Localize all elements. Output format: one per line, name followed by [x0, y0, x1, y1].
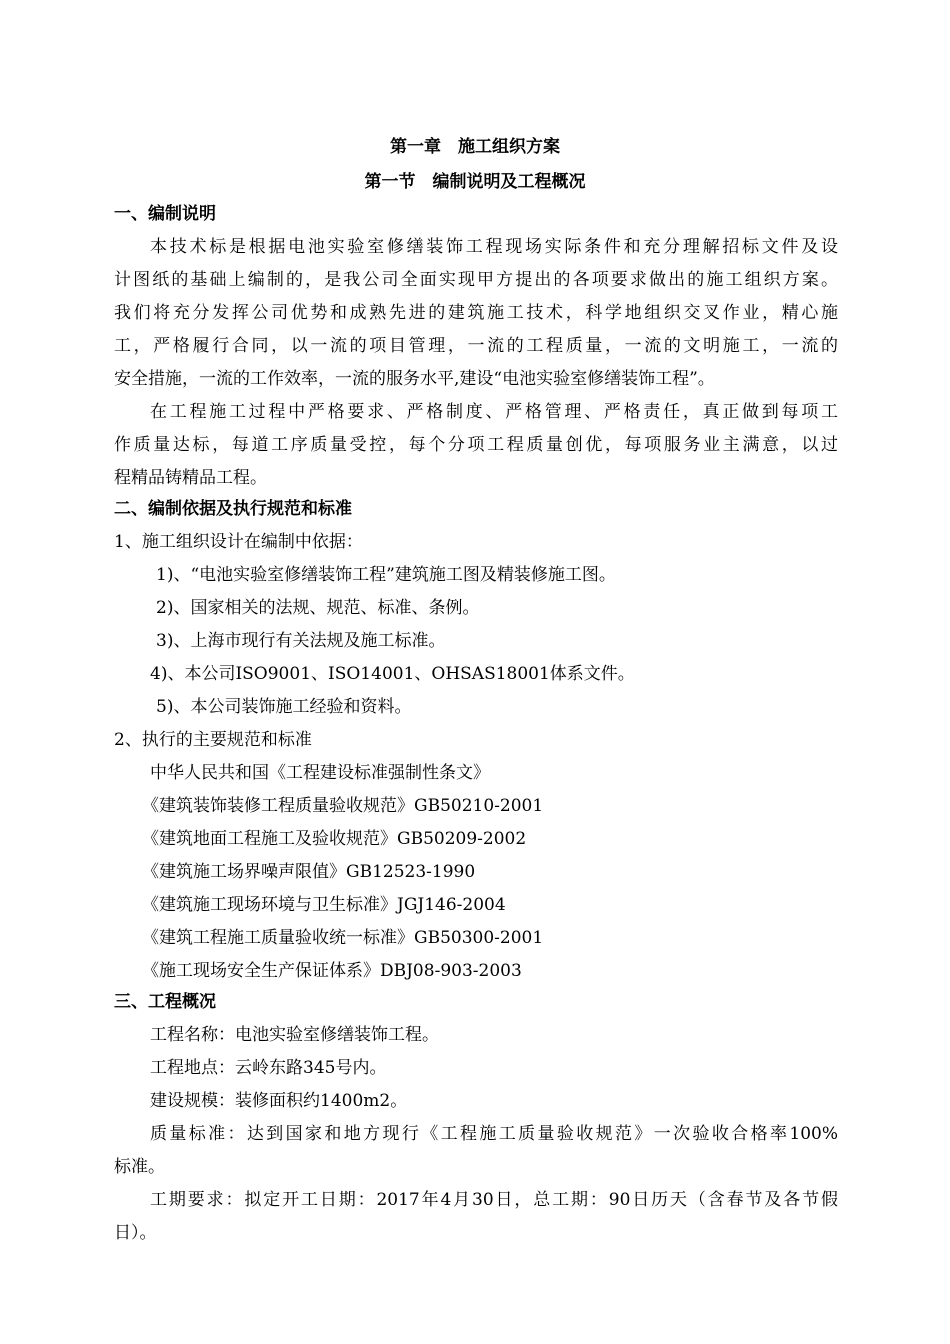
- schedule-requirement: 工期要求：拟定开工日期：2017年4月30日，总工期：90日历天（含春节及各节假: [150, 1190, 838, 1210]
- standard-item: 中华人民共和国《工程建设标准强制性条文》: [150, 763, 490, 783]
- project-scale: 建设规模：装修面积约1400m2。: [150, 1091, 408, 1111]
- paragraph-line: 我们将充分发挥公司优势和成熟先进的建筑施工技术，科学地组织交叉作业，精心施: [114, 303, 838, 323]
- project-site: 工程地点：云岭东路345号内。: [150, 1058, 387, 1078]
- standard-item: 《建筑工程施工质量验收统一标准》GB50300-2001: [142, 928, 544, 948]
- list-item: 5)、本公司装饰施工经验和资料。: [156, 697, 412, 717]
- project-name: 工程名称：电池实验室修缮装饰工程。: [150, 1025, 439, 1045]
- schedule-requirement-cont: 日）。: [114, 1223, 157, 1243]
- paragraph-line: 工，严格履行合同，以一流的项目管理，一流的工程质量，一流的文明施工，一流的: [114, 336, 838, 356]
- list-item: 3)、上海市现行有关法规及施工标准。: [156, 631, 446, 651]
- paragraph-line: 安全措施，一流的工作效率，一流的服务水平,建设“电池实验室修缮装饰工程”。: [114, 369, 715, 389]
- heading-project-overview: 三、工程概况: [114, 992, 216, 1012]
- heading-compilation-notes: 一、编制说明: [114, 204, 216, 224]
- standard-item: 《施工现场安全生产保证体系》DBJ08-903-2003: [142, 961, 522, 981]
- subheading-basis: 1、施工组织设计在编制中依据：: [114, 532, 363, 552]
- chapter-title: 第一章 施工组织方案: [390, 137, 560, 157]
- paragraph-line: 作质量达标，每道工序质量受控，每个分项工程质量创优，每项服务业主满意，以过: [114, 435, 838, 455]
- section-title: 第一节 编制说明及工程概况: [364, 172, 586, 192]
- paragraph-line: 本技术标是根据电池实验室修缮装饰工程现场实际条件和充分理解招标文件及设: [150, 237, 838, 257]
- standard-item: 《建筑地面工程施工及验收规范》GB50209-2002: [142, 829, 527, 849]
- quality-standard: 质量标准：达到国家和地方现行《工程施工质量验收规范》一次验收合格率100%: [150, 1124, 838, 1144]
- subheading-standards: 2、执行的主要规范和标准: [114, 730, 312, 750]
- quality-standard-cont: 标准。: [114, 1157, 165, 1177]
- standard-item: 《建筑施工场界噪声限值》GB12523-1990: [142, 862, 476, 882]
- list-item: 4)、本公司ISO9001、ISO14001、OHSAS18001体系文件。: [150, 664, 635, 684]
- standard-item: 《建筑装饰装修工程质量验收规范》GB50210-2001: [142, 796, 544, 816]
- standard-item: 《建筑施工现场环境与卫生标准》JGJ146-2004: [142, 895, 506, 915]
- heading-basis-and-standards: 二、编制依据及执行规范和标准: [114, 499, 352, 519]
- paragraph-line: 计图纸的基础上编制的，是我公司全面实现甲方提出的各项要求做出的施工组织方案。: [114, 270, 838, 290]
- paragraph-line: 在工程施工过程中严格要求、严格制度、严格管理、严格责任，真正做到每项工: [150, 402, 838, 422]
- paragraph-line: 程精品铸精品工程。: [114, 468, 267, 488]
- list-item: 2)、国家相关的法规、规范、标准、条例。: [156, 598, 480, 618]
- list-item: 1)、“电池实验室修缮装饰工程”建筑施工图及精装修施工图。: [156, 565, 616, 585]
